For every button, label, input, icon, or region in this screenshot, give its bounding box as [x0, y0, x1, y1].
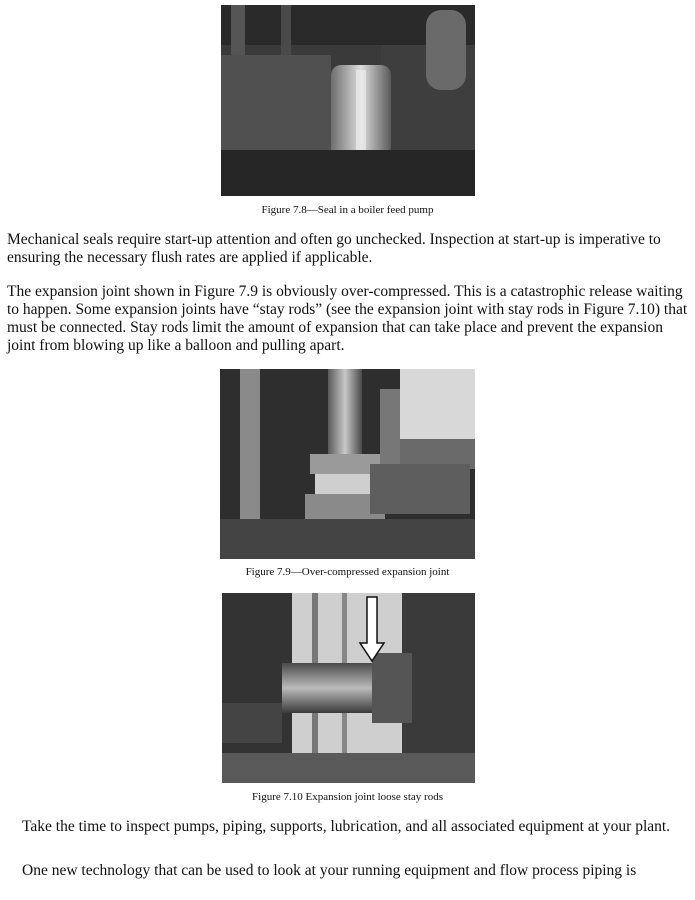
- paragraph-new-technology: One new technology that can be used to look at your running equipment and flow process piping is: [22, 862, 637, 879]
- figure-7-9-caption: Figure 7.9—Over-compressed expansion joint: [245, 566, 450, 578]
- paragraph-seals: Mechanical seals require start-up attention and often go unchecked. Inspection at start-up is imperative to ensuring the necessary flush rates are applied if applicable.: [7, 231, 661, 266]
- paragraph-inspect-equipment: Take the time to inspect pumps, piping, supports, lubrication, and all associated equipment at your plant.: [22, 818, 671, 835]
- figure-7-8-caption: Figure 7.8—Seal in a boiler feed pump: [261, 204, 434, 216]
- figure-7-8-photo: [221, 5, 475, 196]
- figure-7-10-caption: Figure 7.10 Expansion joint loose stay rods: [252, 791, 443, 803]
- figure-7-10-photo: [222, 593, 475, 783]
- figure-7-9-photo: [220, 369, 475, 559]
- paragraph-expansion-joint: The expansion joint shown in Figure 7.9 is obviously over-compressed. This is a catastrophic release waiting to happen. Some expansion joints have “stay rods” (see the expansion joint with stay rods in Figure 7.10) that must be connected. Stay rods limit the amount of expansion that can take place and prevent the expansion joint from blowing up like a balloon and pulling apart.: [7, 283, 688, 354]
